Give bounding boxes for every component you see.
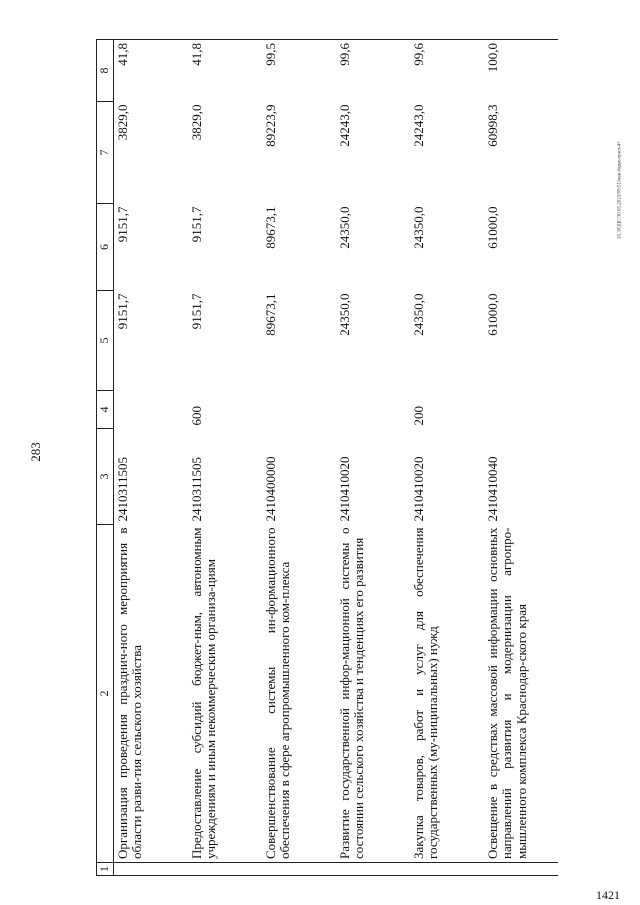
percent-cell: 41,8	[113, 40, 188, 102]
refined-plan-cell: 24350,0	[336, 206, 352, 249]
code-cell: 2410311505	[114, 456, 130, 522]
refined-plan-cell: 24350,0	[410, 206, 426, 249]
row-index-cell	[262, 863, 336, 876]
actual-cell: 24243,0	[336, 104, 352, 147]
code-cell: 2410400000	[262, 456, 278, 522]
type-cell	[113, 391, 188, 429]
type-cell	[262, 391, 336, 429]
percent-cell: 99,5	[262, 40, 336, 102]
budget-table	[96, 39, 558, 876]
col-header-8: 8	[97, 40, 114, 102]
description-cell: Закупка товаров, работ и услуг для обеспечения государственных (му-ниципальных) нужд	[410, 525, 484, 863]
percent-cell: 99,6	[410, 40, 484, 102]
col-header-7: 7	[97, 102, 114, 204]
row-index-cell	[410, 863, 484, 876]
code-cell: 2410410040	[484, 456, 500, 522]
table-row	[113, 40, 188, 876]
col-header-2: 2	[97, 525, 114, 863]
refined-plan-cell: 9151,7	[188, 206, 204, 243]
actual-cell: 24243,0	[410, 104, 426, 147]
plan-cell: 9151,7	[114, 293, 130, 330]
header-row	[97, 40, 114, 876]
col-header-6: 6	[97, 204, 114, 291]
table-row	[188, 40, 262, 876]
plan-cell: 24350,0	[336, 293, 352, 336]
description-cell: Освещение в средствах массовой информации основных направлений развития и модернизации агропро-мышленного комплекса Краснодар-ского края	[484, 525, 558, 863]
type-cell: 600	[188, 406, 204, 426]
table-row	[484, 40, 558, 876]
row-index-cell	[484, 863, 558, 876]
refined-plan-cell: 9151,7	[114, 206, 130, 243]
type-cell	[336, 391, 410, 429]
col-header-5: 5	[97, 291, 114, 391]
col-header-1: 1	[97, 863, 114, 876]
footer-number: 1421	[596, 888, 620, 902]
percent-cell: 99,6	[336, 40, 410, 102]
description-cell: Предоставление субсидий бюджет-ным, автономным учреждениям и иным некоммерческим организа-циям	[188, 525, 262, 863]
col-header-4: 4	[97, 391, 114, 429]
row-index-cell	[336, 863, 410, 876]
actual-cell: 60998,3	[484, 104, 500, 147]
row-index-cell	[188, 863, 262, 876]
table-row	[410, 40, 484, 876]
col-header-3: 3	[97, 429, 114, 525]
plan-cell: 61000,0	[484, 293, 500, 336]
refined-plan-cell: 61000,0	[484, 206, 500, 249]
budget-table-rotated	[96, 40, 560, 876]
plan-cell: 24350,0	[410, 293, 426, 336]
type-cell	[484, 391, 558, 429]
row-index-cell	[113, 863, 188, 876]
plan-cell: 89673,1	[262, 293, 278, 336]
table-row	[336, 40, 410, 876]
percent-cell: 41,8	[188, 40, 262, 102]
description-cell: Организация проведения празднич-ного мероприятия в области разви-тия сельского хозяйства	[113, 525, 188, 863]
code-cell: 2410410020	[410, 456, 426, 522]
percent-cell: 100,0	[484, 40, 558, 102]
actual-cell: 3829,0	[114, 104, 130, 141]
page-number: 283	[28, 442, 43, 462]
table-row	[262, 40, 336, 876]
plan-cell: 9151,7	[188, 293, 204, 330]
description-cell: Совершенствование системы ин-формационного обеспечения в сфере агропромышленного ком-плекса	[262, 525, 336, 863]
refined-plan-cell: 89673,1	[262, 206, 278, 249]
actual-cell: 3829,0	[188, 104, 204, 141]
type-cell: 200	[410, 406, 426, 426]
actual-cell: 89223,9	[262, 104, 278, 147]
code-cell: 2410311505	[188, 456, 204, 522]
code-cell: 2410410020	[336, 456, 352, 522]
document-stamp: 20.3/ОДС/30.05.2023/09:51/ман-бадж-прил-4+	[617, 141, 623, 239]
description-cell: Развитие государственной инфор-мационной системы о состоянии сельского хозяйства и тенденциях его развития	[336, 525, 410, 863]
